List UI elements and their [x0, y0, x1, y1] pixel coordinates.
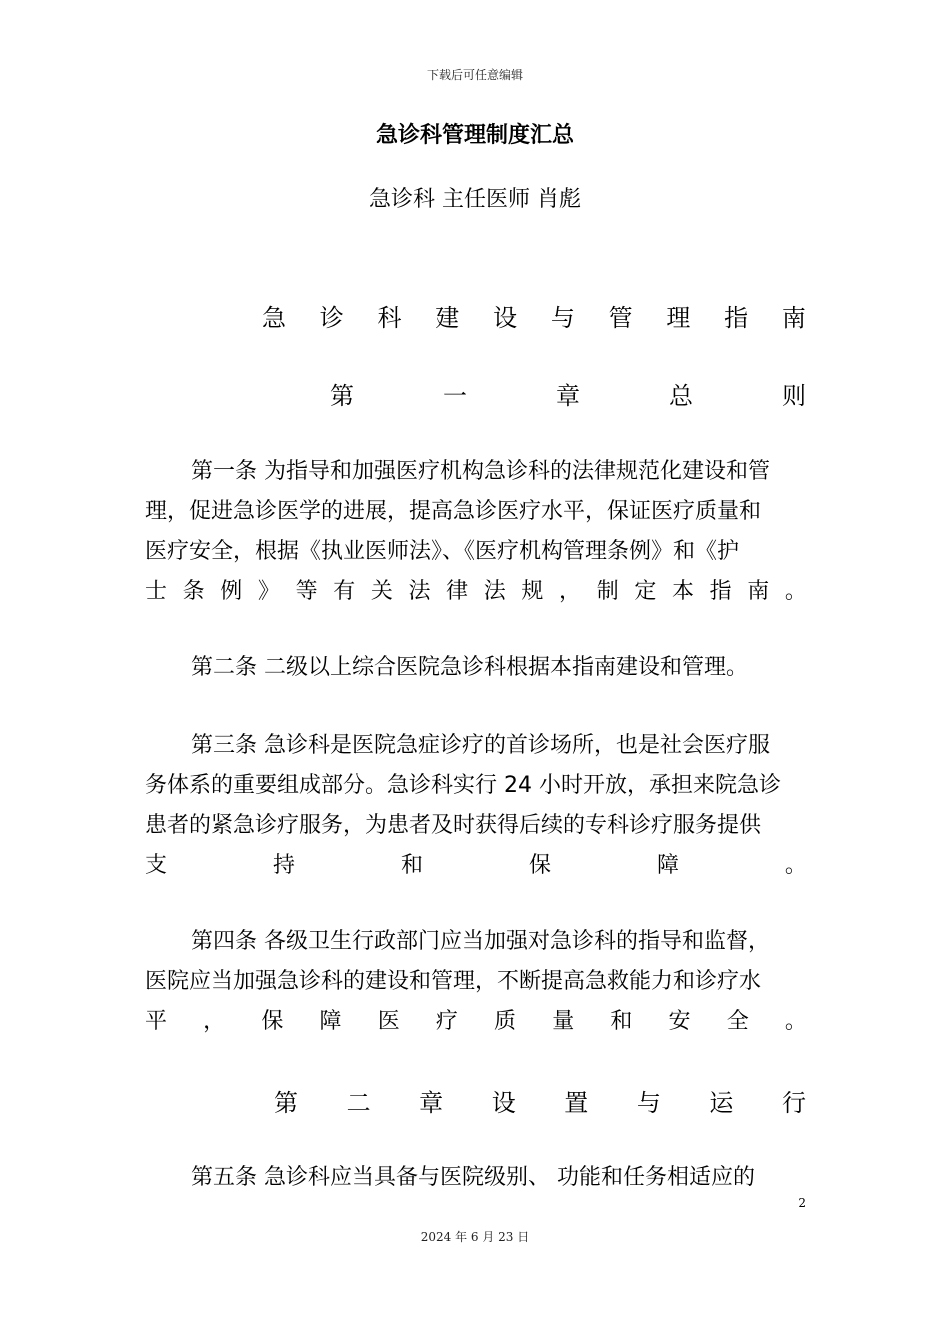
guide-title-char: 急: [262, 304, 286, 332]
guide-title-char: 诊: [319, 304, 344, 332]
article-3-char: 。: [784, 853, 807, 878]
article-4-char: 保: [261, 1009, 284, 1034]
article-4-char: 障: [319, 1009, 342, 1034]
chapter2-heading-char: 与: [636, 1089, 661, 1117]
article-3-char: 保: [528, 853, 551, 878]
article-4-char: 和: [610, 1009, 633, 1034]
article-1-char: ，: [559, 579, 582, 604]
chapter2-heading-char: 置: [564, 1089, 589, 1117]
article-1-char: 。: [784, 579, 807, 604]
article-1: [145, 452, 807, 612]
article-2-line: 第二条 二级以上综合医院急诊科根据本指南建设和管理。: [191, 655, 748, 680]
article-4-char: ，: [203, 1009, 226, 1034]
guide-title-char: 设: [493, 304, 518, 332]
page-number: 2: [798, 1196, 806, 1210]
article-3-char: 障: [656, 853, 679, 878]
guide-title-char: 南: [781, 304, 806, 332]
article-5: [145, 1158, 807, 1198]
article-1-line: 第一条 为指导和加强医疗机构急诊科的法律规范化建设和管: [191, 459, 770, 484]
article-1-line: 医疗安全，根据《执业医师法》、《医疗机构管理条例》和《护: [145, 539, 740, 564]
article-4-char: 质: [494, 1009, 517, 1034]
chapter1-heading-char: 一: [443, 382, 467, 410]
chapter1-heading: [330, 376, 806, 411]
chapter1-heading-char: 章: [556, 382, 580, 410]
article-4-char: 平: [145, 1009, 168, 1034]
article-4-char: 疗: [435, 1009, 458, 1034]
guide-title-char: 理: [666, 304, 691, 332]
article-3-char: 和: [400, 853, 423, 878]
article-1-char: 南: [747, 579, 770, 604]
article-1-char: 关: [370, 579, 393, 604]
article-1-char: 律: [446, 579, 469, 604]
article-4-line: 第四条 各级卫生行政部门应当加强对急诊科的指导和监督，: [191, 929, 770, 954]
article-4-last-line: [145, 1002, 807, 1042]
chapter2-heading-char: 运: [709, 1089, 734, 1117]
article-3-last-line: [145, 846, 807, 886]
article-1-char: 》: [257, 579, 280, 604]
article-4-char: 量: [552, 1009, 575, 1034]
article-1-char: 法: [408, 579, 431, 604]
article-1-char: 法: [483, 579, 506, 604]
article-1-char: 例: [220, 579, 243, 604]
chapter2-heading: [274, 1083, 806, 1118]
guide-title-char: 与: [550, 304, 575, 332]
guide-title-char: 建: [435, 304, 460, 332]
article-3: [145, 726, 807, 886]
chapter2-heading-char: 第: [274, 1089, 298, 1117]
article-3-line: 第三条 急诊科是医院急症诊疗的首诊场所，也是社会医疗服: [191, 733, 770, 758]
header-note: 下载后可任意编辑: [426, 68, 523, 82]
article-4-char: 全: [726, 1009, 749, 1034]
article-4-char: 安: [668, 1009, 691, 1034]
article-2: [145, 648, 807, 688]
article-1-char: 条: [182, 579, 205, 604]
article-1-last-line: [145, 572, 807, 612]
author-line: 急诊科 主任医师 肖彪: [369, 187, 581, 212]
article-1-char: 定: [634, 579, 657, 604]
article-4: [145, 922, 807, 1042]
chapter1-heading-char: 第: [330, 382, 354, 410]
article-1-char: 规: [521, 579, 544, 604]
article-3-char: 持: [272, 853, 295, 878]
footer-date: 2024 年 6 月 23 日: [420, 1230, 530, 1244]
chapter1-heading-char: 则: [782, 382, 806, 410]
article-4-char: 。: [784, 1009, 807, 1034]
article-5-line: 第五条 急诊科应当具备与医院级别、 功能和任务相适应的: [191, 1165, 755, 1190]
chapter1-heading-char: 总: [669, 382, 693, 410]
article-1-line: 理，促进急诊医学的进展，提高急诊医疗水平，保证医疗质量和: [145, 499, 762, 524]
article-1-char: 有: [333, 579, 356, 604]
article-3-char: 支: [145, 853, 168, 878]
article-4-line: 医院应当加强急诊科的建设和管理，不断提高急救能力和诊疗水: [145, 969, 762, 994]
guide-title-char: 管: [608, 304, 633, 332]
article-3-line: 患者的紧急诊疗服务，为患者及时获得后续的专科诊疗服务提供: [145, 813, 762, 838]
chapter2-heading-char: 二: [346, 1089, 371, 1117]
guide-title-char: 科: [377, 304, 402, 332]
chapter2-heading-char: 章: [419, 1089, 444, 1117]
chapter2-heading-char: 行: [781, 1089, 806, 1117]
article-4-char: 医: [377, 1009, 400, 1034]
article-1-char: 指: [709, 579, 732, 604]
article-1-char: 本: [671, 579, 694, 604]
article-1-char: 制: [596, 579, 619, 604]
article-3-line: 务体系的重要组成部分。急诊科实行 24 小时开放，承担来院急诊: [145, 773, 781, 798]
guide-title-char: 指: [724, 304, 749, 332]
document-title: 急诊科管理制度汇总: [375, 123, 574, 148]
guide-title: [262, 298, 806, 333]
article-1-char: 士: [145, 579, 168, 604]
chapter2-heading-char: 设: [491, 1089, 516, 1117]
article-1-char: 等: [295, 579, 318, 604]
